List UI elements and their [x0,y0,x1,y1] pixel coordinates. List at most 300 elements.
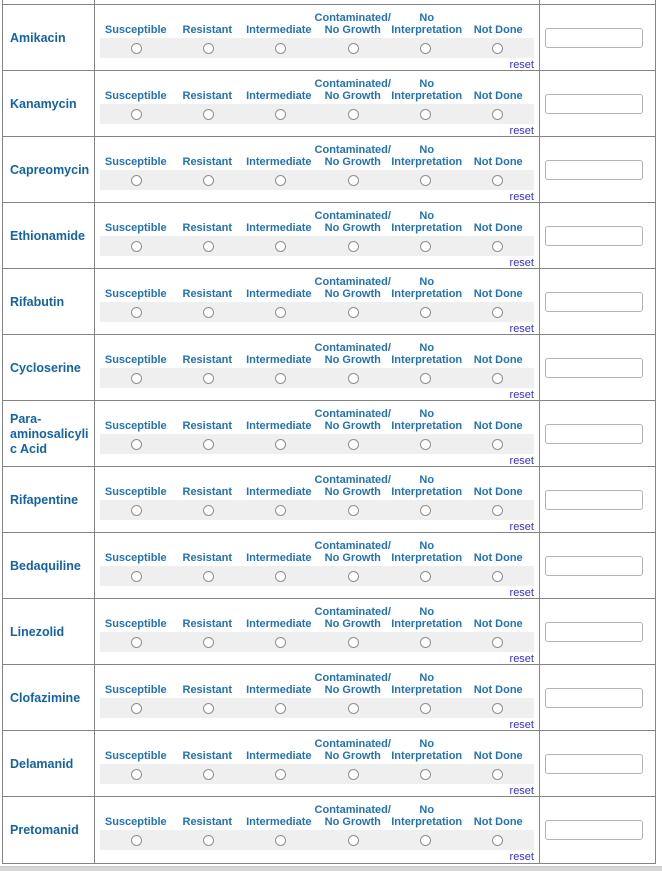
result-input-para-aminosalicylic-acid[interactable] [545,424,643,444]
radio-slot-intermediate [245,241,317,252]
result-cell [540,467,655,533]
result-cell [540,5,655,71]
radio-cycloserine-susceptible[interactable] [131,373,142,384]
radio-capreomycin-susceptible[interactable] [131,175,142,186]
option-header-line: No Growth [324,750,381,762]
reset-link-linezolid[interactable]: reset [509,653,534,665]
radio-slot-contaminated-no-growth [317,241,389,252]
radio-kanamycin-intermediate[interactable] [275,109,286,120]
radio-slot-not-done [462,769,534,780]
option-header-no-interpretation [391,342,463,366]
radio-slot-not-done [462,505,534,516]
radio-linezolid-resistant[interactable] [203,637,214,648]
result-input-cycloserine[interactable] [545,358,643,378]
radio-rifapentine-intermediate[interactable] [275,505,286,516]
drug-name: Rifabutin [10,294,65,309]
radio-clofazimine-no-interpretation[interactable] [420,703,431,714]
radio-rifapentine-susceptible[interactable] [131,505,142,516]
option-header-intermediate [243,24,315,36]
radio-slot-no-interpretation [389,571,461,582]
option-header-line: Interpretation [391,618,463,630]
drug-rows [3,5,655,863]
option-header-resistant [172,90,244,102]
drug-row-rifabutin [3,269,655,335]
option-header-line: Resistant [182,24,233,36]
drug-name-cell [3,467,95,533]
radio-slot-not-done [462,373,534,384]
radio-amikacin-no-interpretation[interactable] [420,43,431,54]
radio-bedaquiline-contaminated-no-growth[interactable] [348,571,359,582]
radio-pretomanid-intermediate[interactable] [275,835,286,846]
result-cell [540,401,655,467]
radio-bedaquiline-resistant[interactable] [203,571,214,582]
radio-para-aminosalicylic-acid-resistant[interactable] [203,439,214,450]
drug-name-cell [3,599,95,665]
reset-line [100,190,534,203]
radio-delamanid-intermediate[interactable] [275,769,286,780]
drug-row-ethionamide [3,203,655,269]
result-cell [540,797,655,863]
drug-name-cell [3,665,95,731]
option-header-intermediate [243,354,315,366]
reset-line [100,652,534,665]
radio-kanamycin-contaminated-no-growth[interactable] [348,109,359,120]
option-header-line: Resistant [182,618,233,630]
result-input-clofazimine[interactable] [545,688,643,708]
radio-rifabutin-contaminated-no-growth[interactable] [348,307,359,318]
radio-slot-susceptible [100,307,172,318]
option-header-line: Interpretation [391,354,463,366]
result-cell [540,335,655,401]
option-header-line: Not Done [473,222,523,234]
option-header-line: Susceptible [104,750,167,762]
radio-slot-contaminated-no-growth [317,505,389,516]
options-cell [95,467,540,533]
option-header-line: No Growth [324,354,381,366]
radio-bedaquiline-intermediate[interactable] [275,571,286,582]
radio-rifapentine-resistant[interactable] [203,505,214,516]
radio-bedaquiline-no-interpretation[interactable] [420,571,431,582]
radio-strip [100,368,534,388]
option-header-line: No Growth [324,618,381,630]
radio-pretomanid-susceptible[interactable] [131,835,142,846]
radio-slot-intermediate [245,439,317,450]
radio-slot-no-interpretation [389,307,461,318]
option-header-line: No [419,606,435,618]
option-header-not-done [462,222,534,234]
option-header-intermediate [243,816,315,828]
drug-row-linezolid [3,599,655,665]
result-cell [540,533,655,599]
result-input-ethionamide[interactable] [545,226,643,246]
result-input-linezolid[interactable] [545,622,643,642]
option-header-line: Contaminated/ [314,144,391,156]
radio-clofazimine-susceptible[interactable] [131,703,142,714]
result-cell [540,137,655,203]
option-header-line: Intermediate [246,552,312,564]
radio-cycloserine-contaminated-no-growth[interactable] [348,373,359,384]
reset-link-bedaquiline[interactable]: reset [509,587,534,599]
option-header-no-interpretation [391,804,463,828]
radio-strip [100,302,534,322]
option-header-contaminated-no-growth [315,606,391,630]
drug-name: Bedaquiline [10,558,81,573]
radio-slot-susceptible [100,571,172,582]
option-header-line: Intermediate [246,684,312,696]
option-header-line: Interpretation [391,222,463,234]
radio-strip [100,236,534,256]
radio-rifabutin-resistant[interactable] [203,307,214,318]
radio-capreomycin-no-interpretation[interactable] [420,175,431,186]
radio-delamanid-no-interpretation[interactable] [420,769,431,780]
option-header-intermediate [243,90,315,102]
option-header-line: Interpretation [391,24,463,36]
radio-slot-no-interpretation [389,637,461,648]
reset-link-clofazimine[interactable]: reset [509,719,534,731]
radio-slot-susceptible [100,505,172,516]
radio-clofazimine-resistant[interactable] [203,703,214,714]
option-header-line: No [419,540,435,552]
reset-line [100,388,534,401]
radio-capreomycin-not-done[interactable] [492,175,503,186]
option-header-line: Not Done [473,816,523,828]
option-header-line: Interpretation [391,486,463,498]
option-headers [100,599,534,632]
radio-slot-contaminated-no-growth [317,637,389,648]
reset-line [100,784,534,797]
option-header-line: No Growth [324,420,381,432]
option-header-resistant [172,486,244,498]
radio-rifapentine-contaminated-no-growth[interactable] [348,505,359,516]
option-header-line: No [419,738,435,750]
reset-link-kanamycin[interactable]: reset [509,125,534,137]
option-header-susceptible [100,618,172,630]
radio-capreomycin-intermediate[interactable] [275,175,286,186]
radio-slot-susceptible [100,43,172,54]
result-input-pretomanid[interactable] [545,820,643,840]
option-headers [100,203,534,236]
option-header-line: Intermediate [246,24,312,36]
radio-kanamycin-no-interpretation[interactable] [420,109,431,120]
option-header-susceptible [100,684,172,696]
radio-ethionamide-not-done[interactable] [492,241,503,252]
radio-amikacin-intermediate[interactable] [275,43,286,54]
radio-slot-resistant [172,241,244,252]
radio-ethionamide-contaminated-no-growth[interactable] [348,241,359,252]
radio-amikacin-susceptible[interactable] [131,43,142,54]
drug-row-capreomycin [3,137,655,203]
option-header-line: No Growth [324,156,381,168]
radio-slot-resistant [172,637,244,648]
radio-slot-intermediate [245,769,317,780]
option-header-line: Interpretation [391,90,463,102]
result-input-rifabutin[interactable] [545,292,643,312]
option-header-susceptible [100,486,172,498]
radio-clofazimine-not-done[interactable] [492,703,503,714]
drug-name-cell [3,335,95,401]
options-cell [95,797,540,863]
option-header-not-done [462,750,534,762]
radio-strip [100,104,534,124]
reset-link-amikacin[interactable]: reset [509,59,534,71]
drug-row-pretomanid [3,797,655,863]
option-header-line: Not Done [473,750,523,762]
radio-clofazimine-intermediate[interactable] [275,703,286,714]
reset-link-cycloserine[interactable]: reset [509,389,534,401]
drug-row-amikacin [3,5,655,71]
option-header-line: No Growth [324,90,381,102]
radio-pretomanid-no-interpretation[interactable] [420,835,431,846]
radio-slot-no-interpretation [389,109,461,120]
reset-line [100,256,534,269]
previous-row-options-cell [95,0,540,4]
radio-slot-not-done [462,703,534,714]
option-headers [100,137,534,170]
option-header-line: Resistant [182,354,233,366]
option-header-resistant [172,750,244,762]
reset-line [100,520,534,533]
option-header-line: No [419,144,435,156]
radio-kanamycin-resistant[interactable] [203,109,214,120]
radio-slot-intermediate [245,571,317,582]
radio-capreomycin-resistant[interactable] [203,175,214,186]
radio-slot-resistant [172,571,244,582]
radio-slot-no-interpretation [389,43,461,54]
radio-rifabutin-no-interpretation[interactable] [420,307,431,318]
option-header-contaminated-no-growth [315,408,391,432]
radio-rifabutin-not-done[interactable] [492,307,503,318]
radio-linezolid-susceptible[interactable] [131,637,142,648]
radio-slot-contaminated-no-growth [317,571,389,582]
option-header-intermediate [243,618,315,630]
option-header-not-done [462,156,534,168]
option-header-susceptible [100,354,172,366]
option-header-no-interpretation [391,144,463,168]
option-header-line: Intermediate [246,618,312,630]
option-header-not-done [462,288,534,300]
option-header-contaminated-no-growth [315,738,391,762]
radio-bedaquiline-susceptible[interactable] [131,571,142,582]
radio-bedaquiline-not-done[interactable] [492,571,503,582]
radio-amikacin-not-done[interactable] [492,43,503,54]
option-header-line: Not Done [473,486,523,498]
radio-clofazimine-contaminated-no-growth[interactable] [348,703,359,714]
radio-delamanid-susceptible[interactable] [131,769,142,780]
option-header-resistant [172,618,244,630]
option-headers [100,71,534,104]
option-header-susceptible [100,552,172,564]
result-input-rifapentine[interactable] [545,490,643,510]
option-header-line: No [419,210,435,222]
option-header-intermediate [243,288,315,300]
drug-row-rifapentine [3,467,655,533]
drug-name-cell [3,269,95,335]
result-cell [540,599,655,665]
option-header-line: Intermediate [246,288,312,300]
option-header-line: Susceptible [104,420,167,432]
options-cell [95,5,540,71]
radio-strip [100,434,534,454]
option-header-line: Resistant [182,684,233,696]
radio-slot-resistant [172,43,244,54]
drug-name: Amikacin [10,30,66,45]
reset-line [100,58,534,71]
radio-pretomanid-not-done[interactable] [492,835,503,846]
option-header-line: Not Done [473,90,523,102]
radio-slot-not-done [462,571,534,582]
radio-slot-resistant [172,769,244,780]
option-header-resistant [172,24,244,36]
radio-slot-contaminated-no-growth [317,439,389,450]
radio-rifabutin-intermediate[interactable] [275,307,286,318]
result-cell [540,731,655,797]
radio-linezolid-not-done[interactable] [492,637,503,648]
radio-rifapentine-no-interpretation[interactable] [420,505,431,516]
radio-strip [100,38,534,58]
radio-slot-contaminated-no-growth [317,43,389,54]
radio-delamanid-contaminated-no-growth[interactable] [348,769,359,780]
radio-cycloserine-intermediate[interactable] [275,373,286,384]
option-header-line: Interpretation [391,156,463,168]
radio-capreomycin-contaminated-no-growth[interactable] [348,175,359,186]
option-header-line: Susceptible [104,354,167,366]
radio-ethionamide-resistant[interactable] [203,241,214,252]
radio-amikacin-contaminated-no-growth[interactable] [348,43,359,54]
option-header-susceptible [100,750,172,762]
drug-name: Para-aminosalicylic Acid [10,411,89,456]
reset-link-rifapentine[interactable]: reset [509,521,534,533]
option-header-line: Resistant [182,552,233,564]
drug-name: Kanamycin [10,96,77,111]
option-header-contaminated-no-growth [315,342,391,366]
result-input-bedaquiline[interactable] [545,556,643,576]
radio-ethionamide-no-interpretation[interactable] [420,241,431,252]
option-header-no-interpretation [391,738,463,762]
options-cell [95,269,540,335]
radio-linezolid-intermediate[interactable] [275,637,286,648]
radio-ethionamide-susceptible[interactable] [131,241,142,252]
reset-link-ethionamide[interactable]: reset [509,257,534,269]
option-header-line: No [419,276,435,288]
previous-row-label-cell [3,0,95,4]
option-header-resistant [172,288,244,300]
option-header-contaminated-no-growth [315,540,391,564]
radio-para-aminosalicylic-acid-intermediate[interactable] [275,439,286,450]
option-header-line: Interpretation [391,552,463,564]
option-header-not-done [462,618,534,630]
drug-row-kanamycin [3,71,655,137]
option-header-line: Interpretation [391,684,463,696]
radio-linezolid-no-interpretation[interactable] [420,637,431,648]
result-input-capreomycin[interactable] [545,160,643,180]
drug-name: Linezolid [10,624,65,639]
option-header-intermediate [243,156,315,168]
option-header-not-done [462,816,534,828]
radio-para-aminosalicylic-acid-not-done[interactable] [492,439,503,450]
option-headers [100,335,534,368]
radio-slot-intermediate [245,175,317,186]
reset-link-pretomanid[interactable]: reset [509,851,534,863]
result-input-kanamycin[interactable] [545,94,643,114]
option-header-susceptible [100,816,172,828]
option-header-no-interpretation [391,408,463,432]
option-header-intermediate [243,420,315,432]
reset-link-capreomycin[interactable]: reset [509,191,534,203]
option-header-intermediate [243,222,315,234]
radio-slot-no-interpretation [389,769,461,780]
radio-para-aminosalicylic-acid-no-interpretation[interactable] [420,439,431,450]
reset-link-para-aminosalicylic-acid[interactable]: reset [509,455,534,467]
radio-slot-contaminated-no-growth [317,175,389,186]
option-header-line: Contaminated/ [314,78,391,90]
radio-strip [100,566,534,586]
radio-slot-susceptible [100,835,172,846]
option-header-line: Not Done [473,552,523,564]
result-input-amikacin[interactable] [545,28,643,48]
radio-delamanid-not-done[interactable] [492,769,503,780]
option-header-resistant [172,552,244,564]
radio-slot-intermediate [245,109,317,120]
option-header-contaminated-no-growth [315,672,391,696]
radio-para-aminosalicylic-acid-contaminated-no-growth[interactable] [348,439,359,450]
radio-slot-no-interpretation [389,175,461,186]
options-cell [95,731,540,797]
radio-cycloserine-not-done[interactable] [492,373,503,384]
reset-link-rifabutin[interactable]: reset [509,323,534,335]
radio-rifabutin-susceptible[interactable] [131,307,142,318]
option-headers [100,797,534,830]
option-header-line: No Growth [324,24,381,36]
radio-kanamycin-susceptible[interactable] [131,109,142,120]
radio-amikacin-resistant[interactable] [203,43,214,54]
radio-slot-susceptible [100,241,172,252]
option-header-line: No Growth [324,288,381,300]
radio-rifapentine-not-done[interactable] [492,505,503,516]
reset-link-delamanid[interactable]: reset [509,785,534,797]
options-cell [95,137,540,203]
previous-row-input-cell [540,0,655,4]
drug-name-cell [3,71,95,137]
radio-slot-contaminated-no-growth [317,769,389,780]
option-header-line: Interpretation [391,288,463,300]
radio-slot-susceptible [100,769,172,780]
reset-line [100,586,534,599]
option-header-line: Contaminated/ [314,804,391,816]
radio-pretomanid-resistant[interactable] [203,835,214,846]
option-header-line: Intermediate [246,156,312,168]
option-header-not-done [462,684,534,696]
radio-strip [100,764,534,784]
radio-delamanid-resistant[interactable] [203,769,214,780]
radio-para-aminosalicylic-acid-susceptible[interactable] [131,439,142,450]
radio-linezolid-contaminated-no-growth[interactable] [348,637,359,648]
drug-name-cell [3,137,95,203]
radio-kanamycin-not-done[interactable] [492,109,503,120]
radio-cycloserine-resistant[interactable] [203,373,214,384]
radio-cycloserine-no-interpretation[interactable] [420,373,431,384]
result-cell [540,269,655,335]
radio-ethionamide-intermediate[interactable] [275,241,286,252]
radio-pretomanid-contaminated-no-growth[interactable] [348,835,359,846]
result-input-delamanid[interactable] [545,754,643,774]
option-header-line: Contaminated/ [314,210,391,222]
option-header-line: Contaminated/ [314,342,391,354]
drug-name: Cycloserine [10,360,81,375]
option-header-line: Resistant [182,90,233,102]
option-header-not-done [462,354,534,366]
options-cell [95,401,540,467]
option-header-line: Intermediate [246,750,312,762]
